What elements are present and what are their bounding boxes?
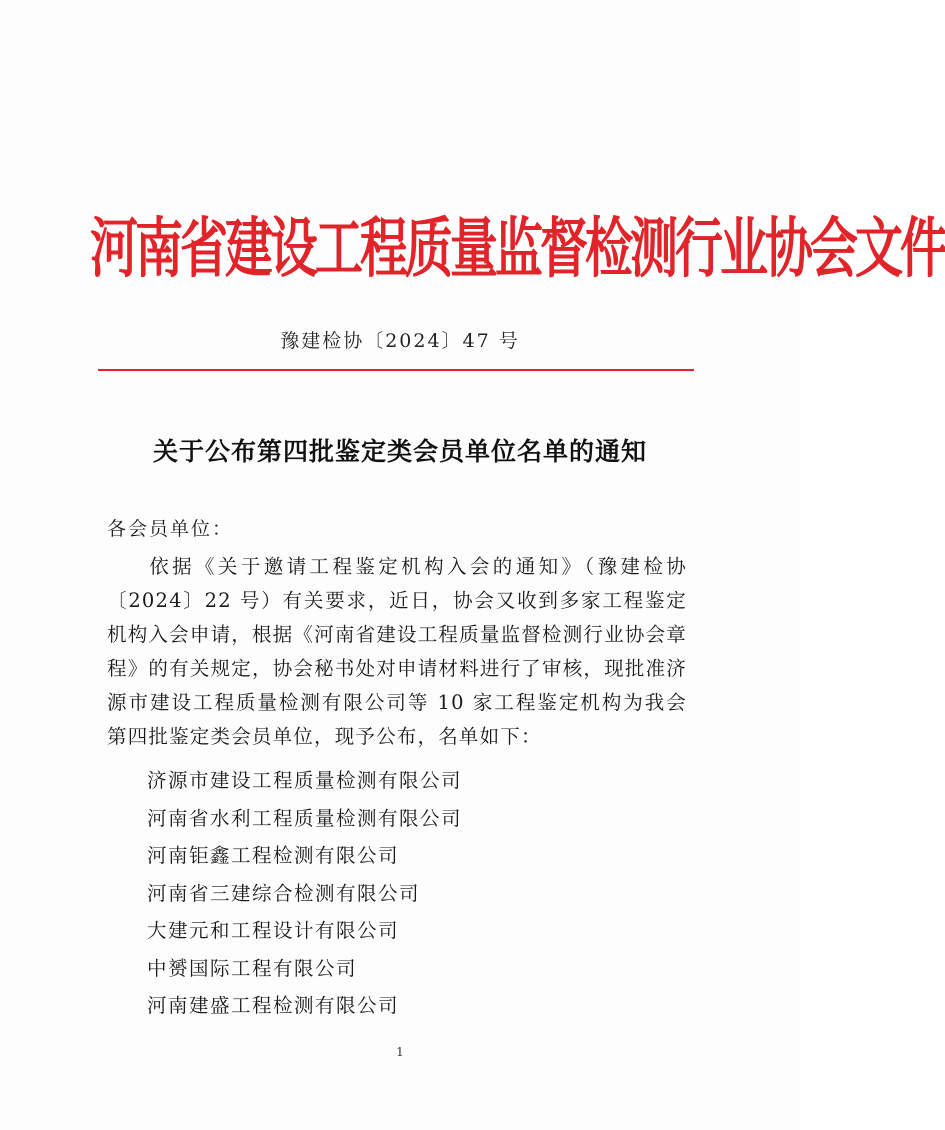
list-item: 河南钜鑫工程检测有限公司 (147, 844, 400, 867)
document-number: 豫建检协〔2024〕47 号 (280, 330, 520, 352)
list-item: 河南省水利工程质量检测有限公司 (147, 806, 463, 830)
company-list (147, 762, 462, 1025)
list-item: 济源市建设工程质量检测有限公司 (147, 769, 463, 792)
list-item: 大建元和工程设计有限公司 (147, 919, 400, 942)
issuer-title: 河南省建设工程质量监督检测行业协会文件 (90, 210, 945, 287)
list-item: 河南省三建综合检测有限公司 (147, 881, 421, 905)
notice-body (107, 550, 687, 754)
list-item: 中赟国际工程有限公司 (147, 956, 358, 980)
notice-title: 关于公布第四批鉴定类会员单位名单的通知 (152, 437, 647, 466)
notice-body-text: 依据《关于邀请工程鉴定机构入会的通知》（豫建检协〔2024〕22 号）有关要求，近日，协会又收到多家工程鉴定机构入会申请，根据《河南省建设工程质量监督检测行业协会章程》的有关规定，协会秘书处对申请材料进行了审核，现批准济源市建设工程质量检测有限公司等 10 家工程鉴定机构为我会第四批鉴定类会员单位，现予公布，名单如下： (107, 555, 687, 748)
page-number: 1 (396, 1045, 404, 1059)
salutation: 各会员单位： (107, 518, 234, 540)
list-item: 河南建盛工程检测有限公司 (147, 994, 400, 1017)
red-divider-line (98, 369, 694, 371)
